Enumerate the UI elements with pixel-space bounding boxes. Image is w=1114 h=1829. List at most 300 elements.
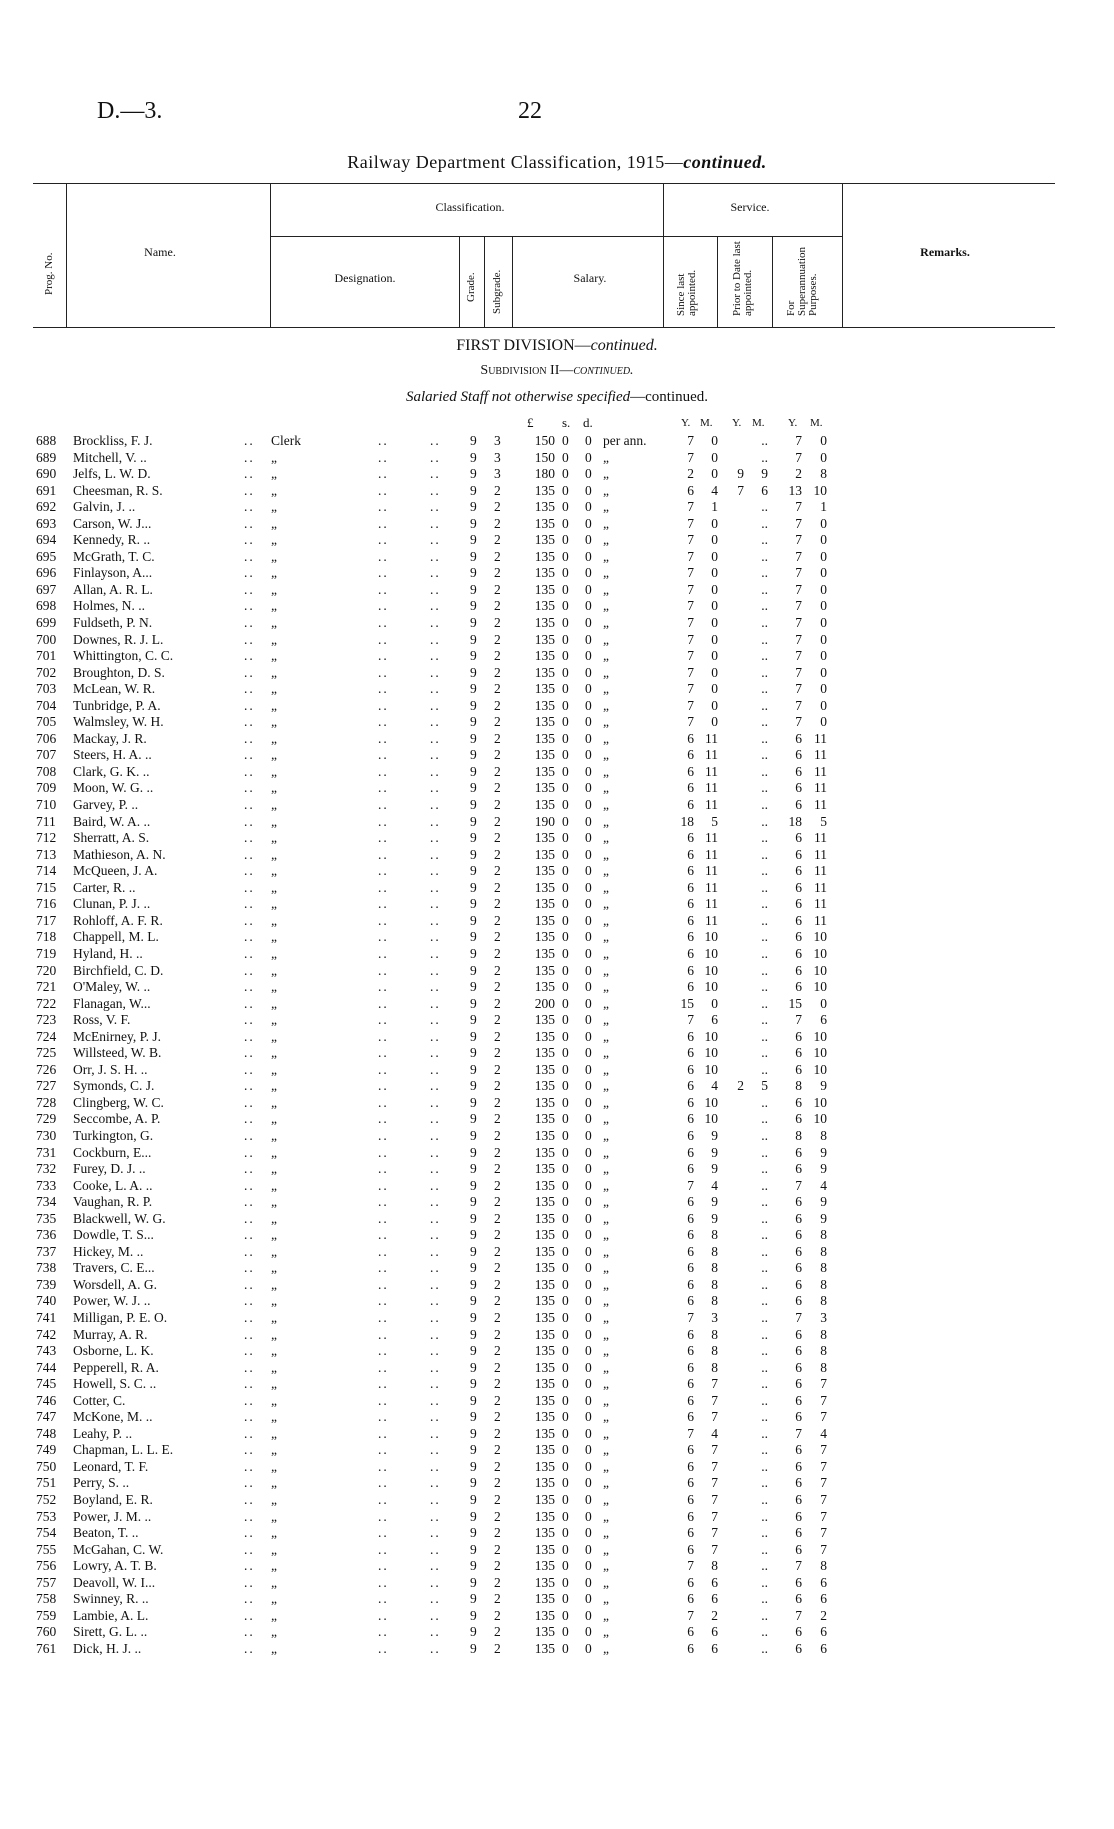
cell-subgrade: 2: [494, 1094, 501, 1110]
leader-dots: ..: [430, 1359, 441, 1375]
cell-prog-no: 715: [36, 879, 57, 895]
cell-salary-shillings: 0: [562, 1591, 569, 1607]
cell-salary-shillings: 0: [562, 532, 569, 548]
cell-designation: „: [271, 1359, 277, 1375]
cell-super-months: 0: [820, 631, 827, 647]
cell-salary-pounds: 135: [534, 565, 555, 581]
cell-super-years: 6: [795, 1161, 802, 1177]
cell-name: Flanagan, W...: [73, 995, 151, 1011]
table-row: [0, 516, 1114, 533]
cell-salary-shillings: 0: [562, 515, 569, 531]
leader-dots: ..: [430, 763, 441, 779]
cell-name: Orr, J. S. H. ..: [73, 1061, 148, 1077]
cell-salary-pence: 0: [585, 1359, 592, 1375]
cell-salary-shillings: 0: [562, 1078, 569, 1094]
cell-name: Lowry, A. T. B.: [73, 1558, 157, 1574]
leader-dots: ..: [244, 1624, 255, 1640]
cell-since-last-months: 11: [705, 730, 718, 746]
cell-name: Brockliss, F. J.: [73, 433, 153, 448]
table-row: [0, 1178, 1114, 1195]
cell-salary-pounds: 135: [534, 1458, 555, 1474]
cell-prog-no: 707: [36, 747, 57, 763]
cell-salary-pence: 0: [585, 1475, 592, 1491]
cell-designation: „: [271, 1508, 277, 1524]
cell-subgrade: 2: [494, 730, 501, 746]
leader-dots: ..: [430, 581, 441, 597]
leader-dots: ..: [430, 615, 441, 631]
cell-salary-pence: 0: [585, 1525, 592, 1541]
cell-salary-pence: 0: [585, 499, 592, 515]
cell-prog-no: 748: [36, 1425, 57, 1441]
leader-dots: ..: [761, 1177, 768, 1193]
leader-dots: ..: [244, 466, 255, 482]
cell-salary-period: „: [603, 1359, 609, 1375]
cell-grade: 9: [470, 1177, 477, 1193]
table-row: [0, 1062, 1114, 1079]
cell-salary-period: „: [603, 466, 609, 482]
cell-name: Ross, V. F.: [73, 1012, 131, 1028]
leader-dots: ..: [244, 648, 255, 664]
cell-subgrade: 2: [494, 863, 501, 879]
leader-dots: ..: [378, 1425, 389, 1441]
cell-salary-pence: 0: [585, 1177, 592, 1193]
cell-since-last-years: 6: [687, 1227, 694, 1243]
cell-grade: 9: [470, 466, 477, 482]
cell-salary-period: „: [603, 1194, 609, 1210]
cell-salary-period: „: [603, 1227, 609, 1243]
cell-name: McGahan, C. W.: [73, 1541, 164, 1557]
cell-salary-pence: 0: [585, 1574, 592, 1590]
cell-grade: 9: [470, 846, 477, 862]
cell-since-last-months: 10: [704, 962, 718, 978]
cell-since-last-years: 6: [687, 1061, 694, 1077]
cell-salary-pounds: 135: [534, 896, 555, 912]
table-row: [0, 929, 1114, 946]
cell-super-years: 6: [795, 1326, 802, 1342]
cell-name: Dowdle, T. S...: [73, 1227, 154, 1243]
cell-since-last-months: 0: [711, 697, 718, 713]
cell-super-months: 11: [814, 797, 827, 813]
cell-since-last-months: 9: [711, 1127, 718, 1143]
cell-super-years: 7: [795, 433, 802, 448]
cell-salary-shillings: 0: [562, 631, 569, 647]
cell-grade: 9: [470, 664, 477, 680]
cell-salary-period: „: [603, 1177, 609, 1193]
cell-subgrade: 2: [494, 1591, 501, 1607]
table-row: [0, 499, 1114, 516]
cell-name: Seccombe, A. P.: [73, 1111, 161, 1127]
cell-prog-no: 717: [36, 912, 57, 928]
cell-designation: „: [271, 1210, 277, 1226]
cell-since-last-months: 4: [711, 1177, 718, 1193]
cell-grade: 9: [470, 1161, 477, 1177]
cell-salary-shillings: 0: [562, 1194, 569, 1210]
leader-dots: ..: [378, 1227, 389, 1243]
unit-months: M.: [810, 417, 823, 429]
cell-prog-no: 734: [36, 1194, 57, 1210]
cell-super-years: 6: [795, 1293, 802, 1309]
cell-designation: „: [271, 648, 277, 664]
document-reference: D.—3.: [97, 98, 163, 124]
cell-salary-shillings: 0: [562, 1094, 569, 1110]
cell-name: Murray, A. R.: [73, 1326, 148, 1342]
cell-since-last-years: 7: [687, 548, 694, 564]
cell-prior-months: 5: [761, 1078, 768, 1094]
cell-grade: 9: [470, 1111, 477, 1127]
cell-super-months: 10: [813, 1045, 827, 1061]
cell-salary-period: „: [603, 565, 609, 581]
cell-salary-pence: 0: [585, 681, 592, 697]
staff-table-body: [0, 433, 1114, 1657]
table-row: [0, 681, 1114, 698]
cell-prog-no: 700: [36, 631, 57, 647]
cell-salary-pence: 0: [585, 945, 592, 961]
cell-prog-no: 689: [36, 449, 57, 465]
cell-prog-no: 760: [36, 1624, 57, 1640]
cell-since-last-years: 6: [687, 1111, 694, 1127]
cell-subgrade: 2: [494, 813, 501, 829]
cell-super-years: 6: [795, 979, 802, 995]
table-row: [0, 1509, 1114, 1526]
cell-name: McKone, M. ..: [73, 1409, 153, 1425]
cell-salary-period: „: [603, 1243, 609, 1259]
leader-dots: ..: [244, 1343, 255, 1359]
leader-dots: ..: [378, 995, 389, 1011]
division-continued: continued.: [590, 337, 658, 354]
cell-designation: „: [271, 1442, 277, 1458]
cell-super-years: 7: [795, 581, 802, 597]
cell-salary-pounds: 135: [534, 1078, 555, 1094]
table-row: [0, 532, 1114, 549]
cell-prog-no: 749: [36, 1442, 57, 1458]
cell-prog-no: 691: [36, 482, 57, 498]
leader-dots: ..: [430, 1309, 441, 1325]
leader-dots: ..: [244, 482, 255, 498]
cell-salary-shillings: 0: [562, 1359, 569, 1375]
cell-designation: „: [271, 581, 277, 597]
leader-dots: ..: [430, 1078, 441, 1094]
cell-super-years: 7: [795, 681, 802, 697]
leader-dots: ..: [244, 664, 255, 680]
cell-super-years: 7: [795, 1177, 802, 1193]
cell-super-years: 6: [795, 1144, 802, 1160]
cell-designation: „: [271, 482, 277, 498]
cell-subgrade: 2: [494, 1376, 501, 1392]
leader-dots: ..: [244, 1591, 255, 1607]
cell-since-last-years: 6: [687, 1161, 694, 1177]
cell-subgrade: 2: [494, 797, 501, 813]
cell-salary-pounds: 135: [534, 631, 555, 647]
leader-dots: ..: [378, 1144, 389, 1160]
cell-prog-no: 731: [36, 1144, 57, 1160]
table-row: [0, 1078, 1114, 1095]
cell-salary-shillings: 0: [562, 1111, 569, 1127]
cell-super-months: 6: [820, 1591, 827, 1607]
cell-name: Hickey, M. ..: [73, 1243, 144, 1259]
cell-salary-pence: 0: [585, 1243, 592, 1259]
cell-since-last-years: 6: [687, 912, 694, 928]
table-row: [0, 1145, 1114, 1162]
leader-dots: ..: [430, 532, 441, 548]
leader-dots: ..: [378, 846, 389, 862]
leader-dots: ..: [430, 730, 441, 746]
cell-salary-pence: 0: [585, 1111, 592, 1127]
cell-salary-shillings: 0: [562, 1293, 569, 1309]
cell-subgrade: 2: [494, 830, 501, 846]
cell-salary-period: „: [603, 1260, 609, 1276]
cell-salary-shillings: 0: [562, 1640, 569, 1656]
cell-since-last-years: 6: [687, 1624, 694, 1640]
leader-dots: ..: [244, 1144, 255, 1160]
cell-prog-no: 747: [36, 1409, 57, 1425]
leader-dots: ..: [430, 1194, 441, 1210]
table-row: [0, 549, 1114, 566]
cell-salary-pence: 0: [585, 714, 592, 730]
table-row: [0, 1525, 1114, 1542]
cell-salary-pounds: 135: [534, 482, 555, 498]
cell-salary-pounds: 135: [534, 1492, 555, 1507]
cell-designation: „: [271, 1061, 277, 1077]
cell-since-last-years: 6: [687, 1094, 694, 1110]
leader-dots: ..: [244, 830, 255, 846]
cell-grade: 9: [470, 648, 477, 664]
cell-super-years: 7: [795, 714, 802, 730]
leader-dots: ..: [430, 1425, 441, 1441]
cell-subgrade: 2: [494, 631, 501, 647]
cell-subgrade: 2: [494, 780, 501, 796]
subdivision-text: Subdivision II—: [480, 363, 574, 378]
table-row: [0, 1459, 1114, 1476]
leader-dots: ..: [430, 1343, 441, 1359]
cell-super-months: 7: [820, 1376, 827, 1392]
leader-dots: ..: [430, 962, 441, 978]
cell-name: Vaughan, R. P.: [73, 1194, 153, 1210]
cell-since-last-months: 9: [711, 1144, 718, 1160]
cell-designation: „: [271, 1475, 277, 1491]
cell-salary-pence: 0: [585, 979, 592, 995]
cell-super-months: 8: [820, 1127, 827, 1143]
cell-super-months: 8: [820, 1326, 827, 1342]
cell-name: Perry, S. ..: [73, 1475, 130, 1491]
cell-super-months: 11: [814, 780, 827, 796]
cell-super-years: 6: [795, 747, 802, 763]
cell-subgrade: 2: [494, 1458, 501, 1474]
cell-subgrade: 2: [494, 1624, 501, 1640]
cell-prog-no: 698: [36, 598, 57, 614]
table-row: [0, 797, 1114, 814]
cell-salary-pounds: 135: [534, 846, 555, 862]
leader-dots: ..: [761, 1640, 768, 1656]
cell-name: Baird, W. A. ..: [73, 813, 151, 829]
leader-dots: ..: [378, 1243, 389, 1259]
leader-dots: ..: [430, 1144, 441, 1160]
cell-super-months: 10: [813, 962, 827, 978]
cell-salary-pence: 0: [585, 1392, 592, 1408]
cell-salary-pence: 0: [585, 846, 592, 862]
cell-salary-pounds: 135: [534, 1144, 555, 1160]
cell-since-last-years: 6: [687, 863, 694, 879]
table-row: [0, 1558, 1114, 1575]
cell-salary-shillings: 0: [562, 1210, 569, 1226]
cell-since-last-months: 7: [711, 1442, 718, 1458]
cell-grade: 9: [470, 1227, 477, 1243]
cell-subgrade: 2: [494, 1392, 501, 1408]
table-row: [0, 780, 1114, 797]
cell-since-last-months: 0: [711, 631, 718, 647]
leader-dots: ..: [430, 1392, 441, 1408]
leader-dots: ..: [761, 664, 768, 680]
leader-dots: ..: [761, 830, 768, 846]
table-row: [0, 1095, 1114, 1112]
cell-prog-no: 733: [36, 1177, 57, 1193]
leader-dots: ..: [761, 797, 768, 813]
leader-dots: ..: [761, 1541, 768, 1557]
leader-dots: ..: [430, 1458, 441, 1474]
cell-salary-shillings: 0: [562, 830, 569, 846]
table-row: [0, 1442, 1114, 1459]
cell-prog-no: 706: [36, 730, 57, 746]
cell-since-last-months: 6: [711, 1624, 718, 1640]
leader-dots: ..: [244, 1243, 255, 1259]
cell-name: Finlayson, A...: [73, 565, 153, 581]
cell-since-last-years: 6: [687, 830, 694, 846]
cell-salary-pounds: 135: [534, 1574, 555, 1590]
cell-grade: 9: [470, 598, 477, 614]
cell-salary-pounds: 150: [534, 449, 555, 465]
cell-designation: „: [271, 1392, 277, 1408]
header-salary: Salary.: [573, 271, 607, 285]
leader-dots: ..: [761, 1624, 768, 1640]
leader-dots: ..: [761, 681, 768, 697]
leader-dots: ..: [378, 532, 389, 548]
leader-dots: ..: [244, 1492, 255, 1507]
cell-since-last-months: 6: [711, 1012, 718, 1028]
cell-since-last-years: 6: [687, 846, 694, 862]
cell-name: Chapman, L. L. E.: [73, 1442, 174, 1458]
cell-since-last-years: 6: [687, 1078, 694, 1094]
table-row: [0, 1277, 1114, 1294]
leader-dots: ..: [244, 912, 255, 928]
leader-dots: ..: [430, 797, 441, 813]
cell-since-last-months: 0: [711, 648, 718, 664]
header-bottom-rule: [33, 327, 1055, 328]
cell-salary-pence: 0: [585, 1028, 592, 1044]
cell-name: Cotter, C.: [73, 1392, 126, 1408]
cell-subgrade: 2: [494, 1558, 501, 1574]
cell-grade: 9: [470, 1309, 477, 1325]
cell-salary-shillings: 0: [562, 548, 569, 564]
cell-since-last-years: 7: [687, 1309, 694, 1325]
cell-super-years: 6: [795, 879, 802, 895]
cell-super-years: 7: [795, 1425, 802, 1441]
leader-dots: ..: [378, 962, 389, 978]
leader-dots: ..: [244, 962, 255, 978]
header-mid-rule: [270, 236, 842, 237]
leader-dots: ..: [378, 449, 389, 465]
cell-prog-no: 699: [36, 615, 57, 631]
cell-salary-pounds: 135: [534, 1194, 555, 1210]
cell-grade: 9: [470, 780, 477, 796]
leader-dots: ..: [761, 1276, 768, 1292]
cell-name: Osborne, L. K.: [73, 1343, 154, 1359]
cell-super-months: 6: [820, 1624, 827, 1640]
leader-dots: ..: [378, 1028, 389, 1044]
cell-salary-period: „: [603, 1442, 609, 1458]
cell-salary-pence: 0: [585, 1558, 592, 1574]
leader-dots: ..: [761, 449, 768, 465]
cell-designation: „: [271, 449, 277, 465]
leader-dots: ..: [244, 896, 255, 912]
cell-salary-period: „: [603, 1309, 609, 1325]
cell-salary-period: „: [603, 598, 609, 614]
cell-name: Power, W. J. ..: [73, 1293, 151, 1309]
cell-salary-period: „: [603, 730, 609, 746]
cell-since-last-years: 6: [687, 1541, 694, 1557]
cell-salary-pounds: 135: [534, 962, 555, 978]
cell-prog-no: 753: [36, 1508, 57, 1524]
cell-name: Broughton, D. S.: [73, 664, 165, 680]
cell-super-months: 10: [813, 482, 827, 498]
cell-salary-shillings: 0: [562, 979, 569, 995]
cell-grade: 9: [470, 830, 477, 846]
leader-dots: ..: [430, 681, 441, 697]
cell-super-months: 8: [820, 1260, 827, 1276]
cell-prog-no: 708: [36, 763, 57, 779]
leader-dots: ..: [244, 1161, 255, 1177]
table-row: [0, 1475, 1114, 1492]
cell-salary-shillings: 0: [562, 763, 569, 779]
col-divider: [270, 183, 271, 327]
col-divider: [512, 236, 513, 327]
cell-super-years: 6: [795, 1591, 802, 1607]
cell-since-last-months: 7: [711, 1525, 718, 1541]
cell-name: Fuldseth, P. N.: [73, 615, 153, 631]
cell-subgrade: 2: [494, 962, 501, 978]
cell-grade: 9: [470, 499, 477, 515]
cell-designation: „: [271, 979, 277, 995]
cell-since-last-months: 0: [711, 615, 718, 631]
table-row: [0, 433, 1114, 450]
cell-designation: „: [271, 1293, 277, 1309]
cell-super-years: 6: [795, 1541, 802, 1557]
table-row: [0, 830, 1114, 847]
unit-years: Y.: [788, 417, 798, 429]
cell-super-months: 3: [820, 1309, 827, 1325]
cell-since-last-months: 11: [705, 830, 718, 846]
cell-salary-pounds: 135: [534, 1326, 555, 1342]
table-row: [0, 1293, 1114, 1310]
cell-salary-pence: 0: [585, 896, 592, 912]
leader-dots: ..: [378, 1359, 389, 1375]
cell-super-months: 7: [820, 1442, 827, 1458]
cell-designation: „: [271, 1640, 277, 1656]
cell-since-last-months: 7: [711, 1492, 718, 1507]
leader-dots: ..: [761, 962, 768, 978]
cell-prog-no: 702: [36, 664, 57, 680]
cell-salary-period: „: [603, 1425, 609, 1441]
leader-dots: ..: [378, 979, 389, 995]
cell-salary-pence: 0: [585, 1194, 592, 1210]
leader-dots: ..: [430, 697, 441, 713]
cell-name: Chappell, M. L.: [73, 929, 159, 945]
cell-grade: 9: [470, 929, 477, 945]
leader-dots: ..: [761, 747, 768, 763]
cell-designation: „: [271, 1376, 277, 1392]
cell-prior-months: 6: [761, 482, 768, 498]
page-number: 22: [518, 98, 542, 124]
cell-since-last-years: 6: [687, 945, 694, 961]
cell-super-months: 10: [813, 1028, 827, 1044]
